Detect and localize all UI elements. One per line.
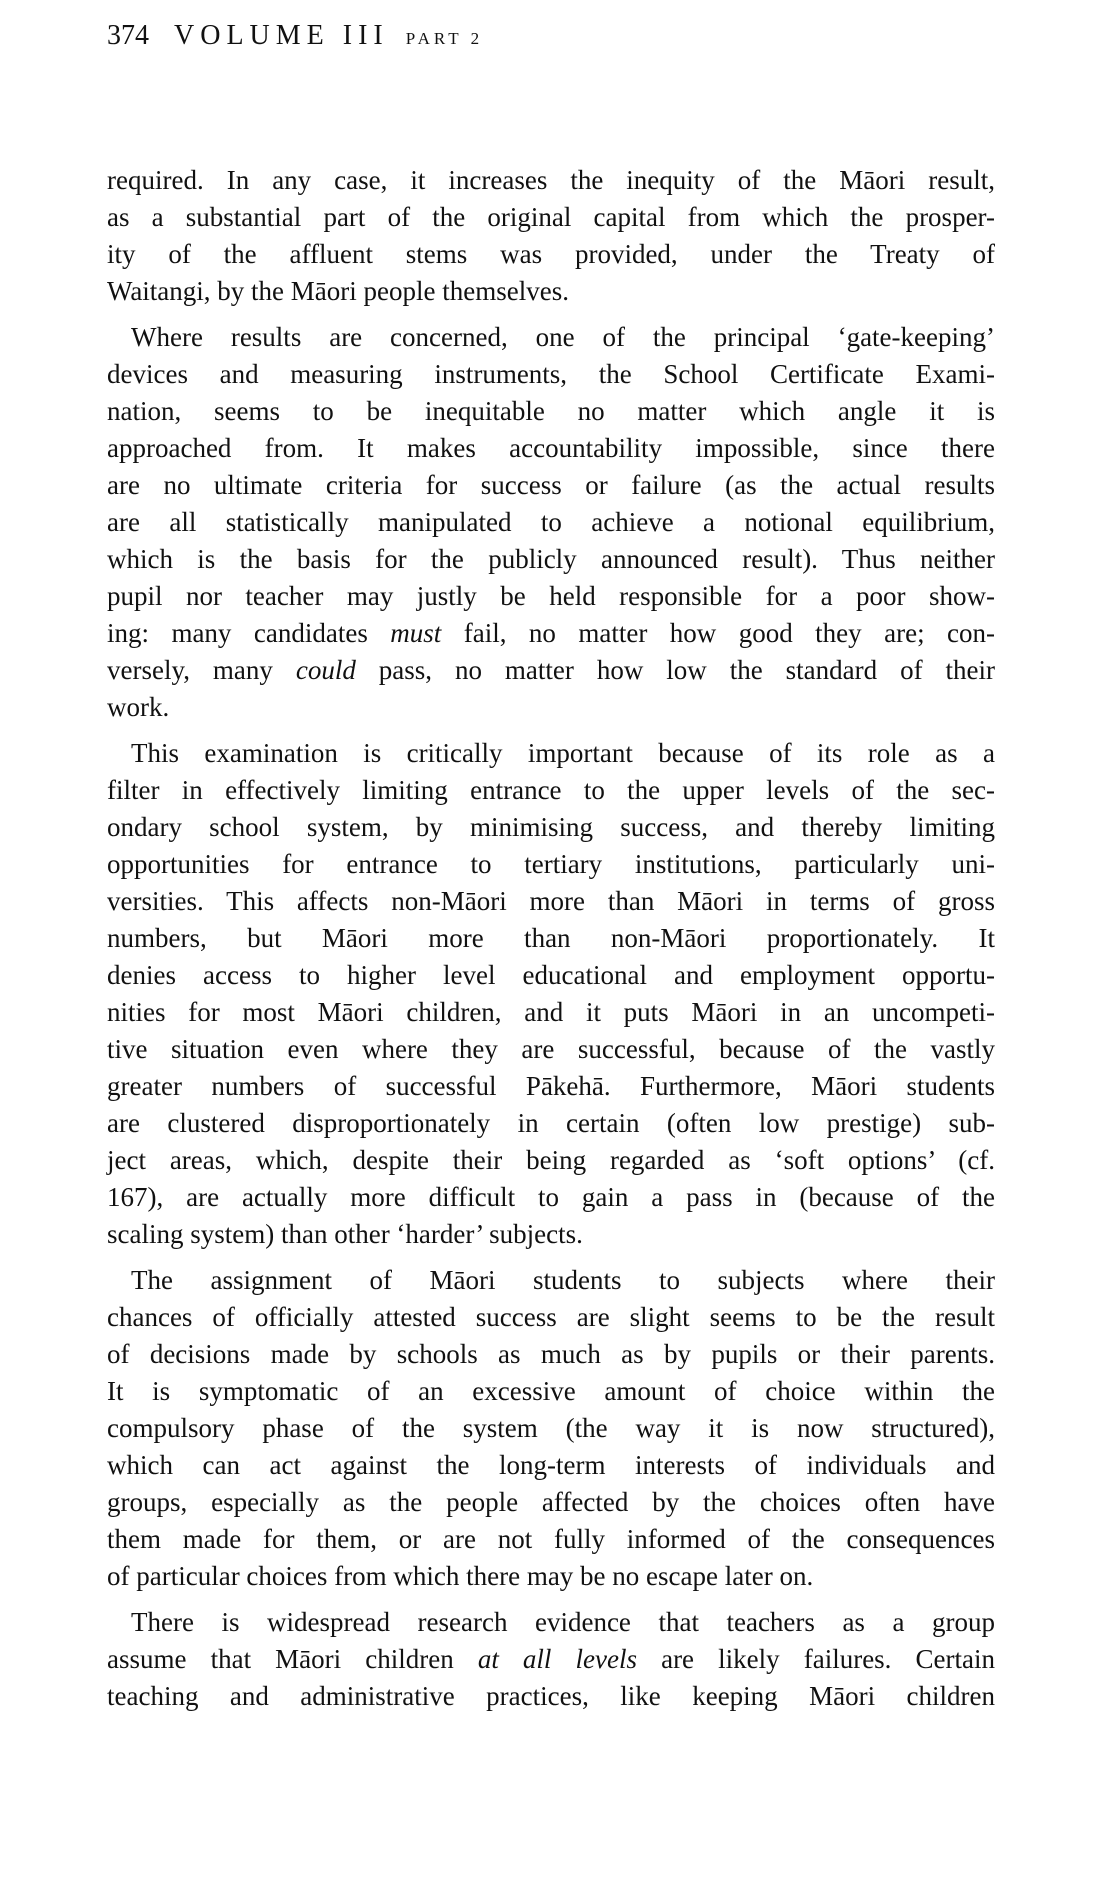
text-line xyxy=(107,430,995,467)
text-line xyxy=(107,994,995,1031)
text-line xyxy=(107,199,995,236)
text-segment: There is widespread research evidence that teachers as a group xyxy=(131,1607,995,1637)
text-segment: This examination is critically important because of its role as a xyxy=(131,738,995,768)
text-line xyxy=(107,1521,995,1558)
text-line xyxy=(107,883,995,920)
page-number: 374 xyxy=(107,20,149,51)
text-line xyxy=(107,1299,995,1336)
text-line xyxy=(107,1641,995,1678)
text-line xyxy=(107,541,995,578)
text-segment: pass, no matter how low the standard of their xyxy=(355,655,995,685)
text-segment: as a substantial part of the original capital from which the prosper- xyxy=(107,202,995,232)
text-segment: required. In any case, it increases the inequity of the Māori result, xyxy=(107,165,995,195)
text-segment: which is the basis for the publicly announced result). Thus neither xyxy=(107,544,995,574)
text-segment: work. xyxy=(107,692,170,722)
text-line xyxy=(107,772,995,809)
text-line xyxy=(107,1604,995,1641)
text-segment: nation, seems to be inequitable no matter which angle it is xyxy=(107,396,995,426)
italic-text: at all levels xyxy=(477,1644,637,1674)
text-line xyxy=(107,1336,995,1373)
text-line xyxy=(107,504,995,541)
text-line xyxy=(107,356,995,393)
text-segment: Where results are concerned, one of the principal ‘gate-keeping’ xyxy=(131,322,995,352)
text-line xyxy=(107,1179,995,1216)
text-line xyxy=(107,1447,995,1484)
text-line xyxy=(107,1142,995,1179)
text-segment: ity of the affluent stems was provided, under the Treaty of xyxy=(107,239,995,269)
text-line xyxy=(107,393,995,430)
text-segment: are no ultimate criteria for success or failure (as the actual results xyxy=(107,470,995,500)
body-text xyxy=(107,162,995,1724)
text-segment: pupil nor teacher may justly be held responsible for a poor show- xyxy=(107,581,995,611)
paragraph xyxy=(107,162,995,310)
text-segment: tive situation even where they are successful, because of the vastly xyxy=(107,1034,995,1064)
text-segment: compulsory phase of the system (the way it is now structured), xyxy=(107,1413,995,1443)
text-line xyxy=(107,846,995,883)
text-line xyxy=(107,689,995,726)
text-segment: them made for them, or are not fully informed of the consequences xyxy=(107,1524,995,1554)
text-segment: are all statistically manipulated to achieve a notional equilibrium, xyxy=(107,507,995,537)
text-line xyxy=(107,319,995,356)
text-line xyxy=(107,1410,995,1447)
text-segment: chances of officially attested success are slight seems to be the result xyxy=(107,1302,995,1332)
text-line xyxy=(107,920,995,957)
text-segment: filter in effectively limiting entrance to the upper levels of the sec- xyxy=(107,775,995,805)
text-line xyxy=(107,236,995,273)
text-segment: ject areas, which, despite their being regarded as ‘soft options’ (cf. xyxy=(107,1145,995,1175)
paragraph xyxy=(107,1262,995,1595)
text-line xyxy=(107,578,995,615)
text-segment: 167), are actually more difficult to gain a pass in (because of the xyxy=(107,1182,995,1212)
text-line xyxy=(107,273,995,310)
part-label: PART 2 xyxy=(405,29,484,48)
text-line xyxy=(107,1558,995,1595)
text-line xyxy=(107,1068,995,1105)
text-segment: assume that Māori children xyxy=(107,1644,478,1674)
paragraph xyxy=(107,1604,995,1715)
text-segment: opportunities for entrance to tertiary institutions, particularly uni- xyxy=(107,849,995,879)
text-segment: ing: many candidates xyxy=(107,618,391,648)
text-segment: approached from. It makes accountability impossible, since there xyxy=(107,433,995,463)
text-segment: greater numbers of successful Pākehā. Furthermore, Māori students xyxy=(107,1071,995,1101)
text-line xyxy=(107,162,995,199)
text-line xyxy=(107,1216,995,1253)
running-header xyxy=(107,18,483,57)
text-segment: are clustered disproportionately in certain (often low prestige) sub- xyxy=(107,1108,995,1138)
text-line xyxy=(107,1262,995,1299)
text-line xyxy=(107,1031,995,1068)
italic-text: must xyxy=(390,618,442,648)
paragraph xyxy=(107,319,995,726)
text-segment: fail, no matter how good they are; con- xyxy=(441,618,995,648)
italic-text: could xyxy=(295,655,356,685)
text-segment: The assignment of Māori students to subjects where their xyxy=(131,1265,995,1295)
text-line xyxy=(107,1678,995,1715)
text-line xyxy=(107,467,995,504)
text-line xyxy=(107,1484,995,1521)
text-segment: versely, many xyxy=(107,655,296,685)
text-line xyxy=(107,957,995,994)
text-segment: scaling system) than other ‘harder’ subjects. xyxy=(107,1219,583,1249)
text-segment: are likely failures. Certain xyxy=(636,1644,996,1674)
text-line xyxy=(107,809,995,846)
text-segment: denies access to higher level educational and employment opportu- xyxy=(107,960,995,990)
text-line xyxy=(107,652,995,689)
text-segment: teaching and administrative practices, like keeping Māori children xyxy=(107,1681,995,1711)
text-segment: numbers, but Māori more than non-Māori proportionately. It xyxy=(107,923,995,953)
text-line xyxy=(107,1373,995,1410)
text-segment: of decisions made by schools as much as by pupils or their parents. xyxy=(107,1339,995,1369)
text-segment: versities. This affects non-Māori more than Māori in terms of gross xyxy=(107,886,995,916)
volume-label: VOLUME III xyxy=(174,20,389,51)
text-segment: groups, especially as the people affected by the choices often have xyxy=(107,1487,995,1517)
text-segment: Waitangi, by the Māori people themselves. xyxy=(107,276,569,306)
text-segment: It is symptomatic of an excessive amount of choice within the xyxy=(107,1376,995,1406)
text-segment: ondary school system, by minimising success, and thereby limiting xyxy=(107,812,995,842)
text-segment: which can act against the long-term interests of individuals and xyxy=(107,1450,995,1480)
text-line xyxy=(107,735,995,772)
text-segment: nities for most Māori children, and it puts Māori in an uncompeti- xyxy=(107,997,995,1027)
text-segment: of particular choices from which there may be no escape later on. xyxy=(107,1561,814,1591)
text-line xyxy=(107,1105,995,1142)
text-segment: devices and measuring instruments, the School Certificate Exami- xyxy=(107,359,995,389)
text-line xyxy=(107,615,995,652)
paragraph xyxy=(107,735,995,1253)
